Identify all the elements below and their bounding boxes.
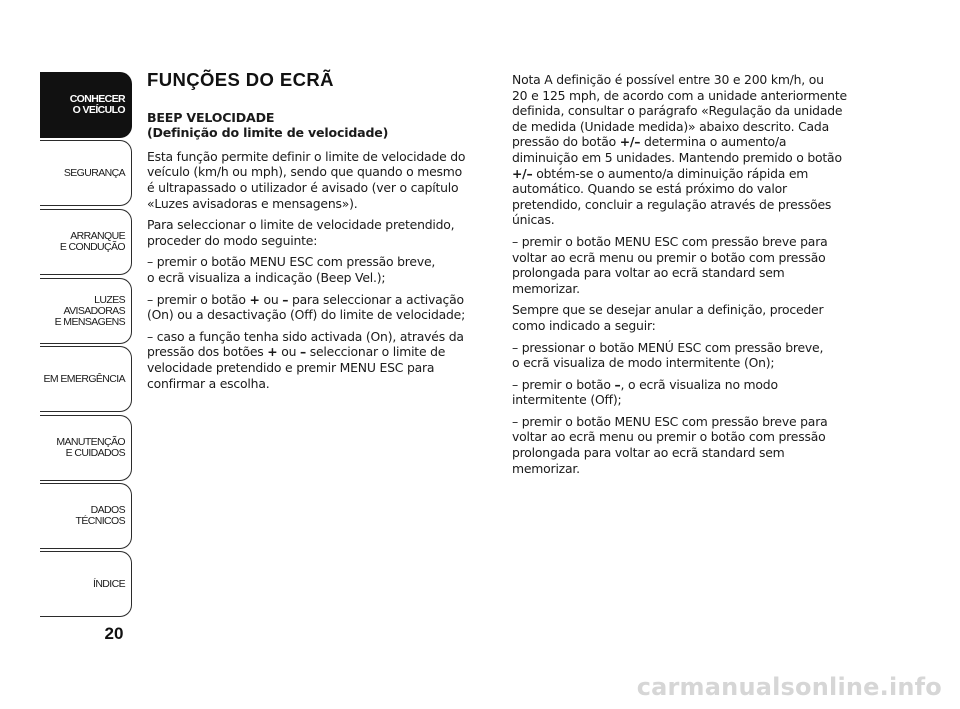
minus-symbol: – [299, 344, 306, 360]
page-number: 20 [104, 624, 124, 643]
watermark: carmanualsonline.info [636, 673, 942, 701]
section-title: FUNÇÕES DO ECRÃ [147, 69, 334, 90]
paragraph: Sempre que se desejar anular a definição, proceder como indicado a seguir: [512, 302, 824, 333]
paragraph: Esta função permite definir o limite de velocidade do veículo (km/h ou mph), sendo que quando o mesmo é ultrapassado o utilizador é avisado (ver o capítulo «Luzes avisadoras e mensagens»). [147, 148, 466, 211]
tab-manutencao-e-cuidados[interactable] [40, 415, 132, 481]
tab-label: ARRANQUE E CONDUÇÃO [59, 230, 125, 253]
text-run: ou [277, 344, 300, 360]
right-column [512, 72, 864, 482]
paragraph [147, 292, 487, 323]
text-run: – premir o botão [512, 376, 615, 392]
paragraph: Para seleccionar o limite de velocidade pretendido, proceder do modo seguinte: [147, 217, 455, 248]
left-column [147, 69, 487, 397]
tab-label: SEGURANÇA [63, 166, 125, 179]
plus-minus-symbol: +/– [619, 134, 641, 150]
plus-symbol: + [267, 344, 278, 360]
paragraph [512, 377, 864, 408]
tab-seguranca[interactable] [40, 140, 132, 206]
text-run: , o ecrã visualiza no modo intermitente (Off); [512, 376, 778, 408]
tab-dados-tecnicos[interactable] [40, 483, 132, 549]
paragraph: – premir o botão MENU ESC com pressão breve para voltar ao ecrã menu ou premir o botão com pressão prolongada para voltar ao ecrã standard sem memorizar. [512, 233, 828, 296]
tab-arranque-e-conducao[interactable] [40, 209, 132, 275]
paragraph: – premir o botão MENU ESC com pressão breve, o ecrã visualiza a indicação (Beep Vel.); [147, 254, 436, 285]
tab-label: ÍNDICE [93, 577, 125, 590]
paragraph [512, 72, 864, 228]
plus-minus-symbol: +/– [512, 165, 533, 181]
text-run: – caso a função tenha sido activada (On), através da pressão dos botões [147, 328, 464, 360]
tab-label: CONHECER O VEÍCULO [69, 93, 125, 116]
tab-label: DADOS TÉCNICOS [75, 504, 125, 527]
subsection-heading: BEEP VELOCIDADE (Definição do limite de velocidade) [147, 109, 389, 141]
tab-indice[interactable] [40, 551, 132, 617]
text-run: seleccionar o limite de velocidade pretendido e premir MENU ESC para confirmar a escolha. [147, 344, 446, 391]
text-run: determina o aumento/a diminuição em 5 unidades. Mantendo premido o botão [512, 134, 842, 165]
tab-conhecer-o-veiculo[interactable] [40, 72, 132, 138]
text-run: ou [259, 291, 283, 307]
tab-label: MANUTENÇÃO E CUIDADOS [56, 436, 125, 459]
chapter-sidebar [40, 72, 134, 618]
paragraph [147, 329, 487, 391]
text-run: Nota A definição é possível entre 30 e 200 km/h, ou 20 e 125 mph, de acordo com a unidade anteriormente definida, consultar o parágrafo «Regulação da unidade de medida (Unidade medida)» abaixo descrito. Cada pressão do botão [512, 72, 847, 150]
text-run: – premir o botão [147, 291, 250, 307]
tab-label: LUZES AVISADORAS E MENSAGENS [54, 293, 125, 328]
paragraph: – pressionar o botão MENÚ ESC com pressão breve, o ecrã visualiza de modo intermitente (On); [512, 339, 824, 371]
plus-symbol: + [249, 291, 260, 307]
minus-symbol: – [282, 291, 289, 307]
text-run: obtém-se o aumento/a diminuição rápida em automático. Quando se está próximo do valor pretendido, concluir a regulação através de pressões únicas. [512, 165, 832, 228]
text-run: para seleccionar a activação (On) ou a desactivação (Off) do limite de velocidade; [147, 291, 466, 323]
tab-em-emergencia[interactable] [40, 346, 132, 412]
minus-symbol: – [614, 376, 621, 392]
paragraph: – premir o botão MENU ESC com pressão breve para voltar ao ecrã menu ou premir o botão com pressão prolongada para voltar ao ecrã standard sem memorizar. [512, 413, 828, 476]
tab-luzes-avisadoras[interactable] [40, 278, 132, 344]
tab-label: EM EMERGÊNCIA [43, 372, 125, 385]
